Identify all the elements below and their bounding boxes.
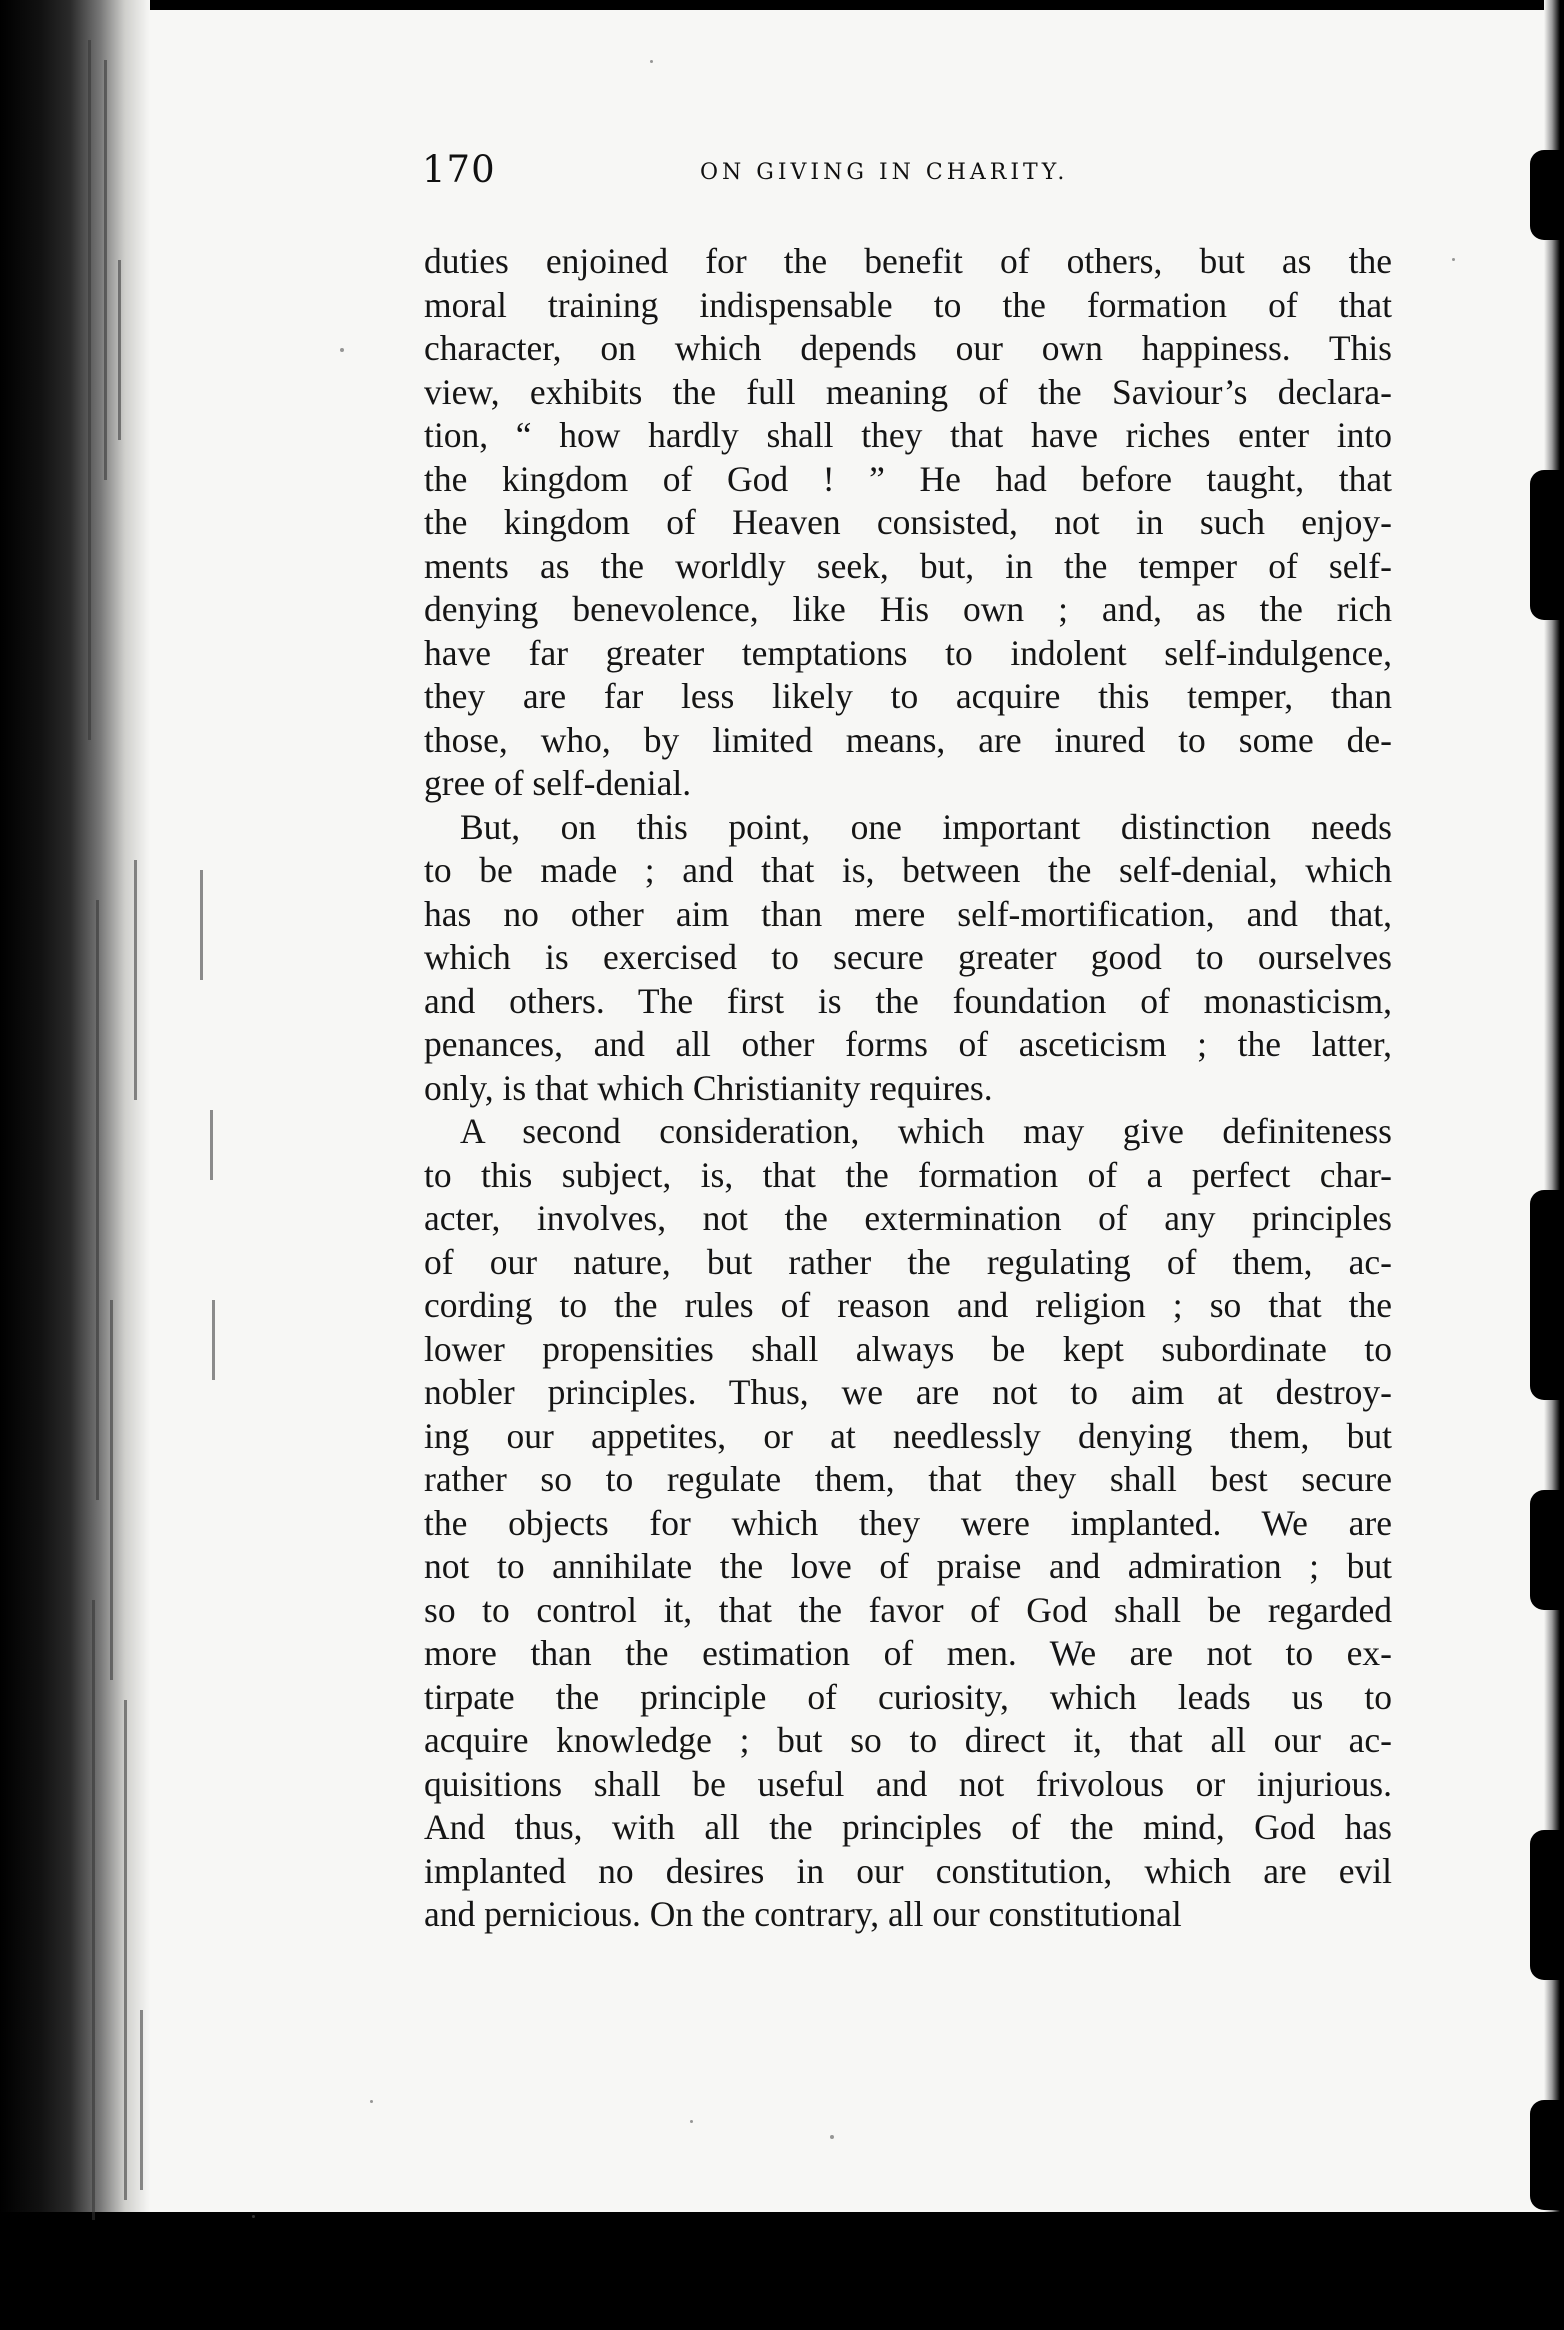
gutter-streak [134, 860, 137, 1100]
text-line: so to control it, that the favor of God shall be regarded [424, 1589, 1392, 1630]
text-line: denying benevolence, like His own ; and, as the rich [424, 589, 1392, 629]
gutter-streak [210, 1110, 213, 1180]
specks [650, 60, 653, 63]
text-line: has no other aim than mere self-mortification, and that, [424, 893, 1392, 934]
gutter-streak [110, 1300, 113, 1680]
text-line: they are far less likely to acquire this temper, than [424, 676, 1392, 716]
text-line: of our nature, but rather the regulating of them, ac- [424, 1241, 1392, 1282]
text-line: gree of self-denial. [424, 763, 692, 803]
specks [252, 2215, 255, 2218]
text-line: tirpate the principle of curiosity, which leads us to [424, 1676, 1392, 1717]
page-number: 170 [422, 148, 496, 191]
gutter-streak [200, 870, 203, 980]
text-line: ing our appetites, or at needlessly denying them, but [424, 1415, 1392, 1456]
text-line: the kingdom of God ! ” He had before taught, that [424, 458, 1392, 499]
text-line: only, is that which Christianity requires. [424, 1067, 993, 1108]
text-line: to this subject, is, that the formation of a perfect char- [424, 1154, 1392, 1195]
edge-blot [1530, 1490, 1564, 1610]
text-line: the kingdom of Heaven consisted, not in such enjoy- [424, 502, 1392, 542]
edge-blot [1530, 1190, 1564, 1400]
text-line: and pernicious. On the contrary, all our constitutional [424, 1894, 1182, 1934]
edge-blot [1530, 1830, 1564, 1980]
specks [340, 348, 344, 352]
text-line: have far greater temptations to indolent self-indulgence, [424, 632, 1392, 673]
specks [690, 2120, 693, 2123]
text-line: lower propensities shall always be kept subordinate to [424, 1328, 1392, 1369]
running-title: ON GIVING IN CHARITY. [700, 160, 1069, 185]
edge-blot [1530, 2100, 1564, 2210]
edge-blot [1530, 150, 1564, 240]
edge-blot [1530, 470, 1564, 620]
text-line: which is exercised to secure greater good to ourselves [424, 937, 1392, 977]
text-line: And thus, with all the principles of the mind, God has [424, 1807, 1392, 1847]
text-line: acter, involves, not the extermination of any principles [424, 1198, 1392, 1238]
text-line: implanted no desires in our constitution, which are evil [424, 1850, 1392, 1891]
gutter-streak [118, 260, 121, 440]
text-line: duties enjoined for the benefit of others, but as the [424, 241, 1392, 281]
gutter-streak [88, 40, 91, 740]
paragraph [424, 806, 1392, 1111]
text-line: moral training indispensable to the formation of that [424, 284, 1392, 325]
text-line: nobler principles. Thus, we are not to aim at destroy- [424, 1372, 1392, 1412]
right-page-edge [1544, 0, 1564, 2330]
text-line: character, on which depends our own happiness. This [424, 328, 1392, 368]
text-line: But, on this point, one important distinction needs [460, 806, 1392, 847]
gutter-streak [104, 60, 107, 480]
text-line: and others. The first is the foundation of monasticism, [424, 980, 1392, 1021]
text-line: view, exhibits the full meaning of the Saviour’s declara- [424, 371, 1392, 412]
body-text [424, 240, 1392, 1937]
text-line: cording to the rules of reason and religion ; so that the [424, 1285, 1392, 1325]
text-line: quisitions shall be useful and not frivolous or injurious. [424, 1763, 1392, 1804]
text-line: tion, “ how hardly shall they that have riches enter into [424, 415, 1392, 455]
paragraph [424, 1110, 1392, 1937]
specks [370, 2100, 373, 2103]
gutter-streak [212, 1300, 215, 1380]
text-line: more than the estimation of men. We are not to ex- [424, 1633, 1392, 1673]
specks [1452, 258, 1455, 261]
gutter-streak [92, 1600, 95, 2220]
specks [830, 2135, 834, 2139]
text-line: A second consideration, which may give definiteness [460, 1111, 1392, 1151]
text-line: penances, and all other forms of asceticism ; the latter, [424, 1024, 1392, 1064]
gutter-streak [96, 900, 99, 1500]
paragraph [424, 240, 1392, 806]
text-line: rather so to regulate them, that they shall best secure [424, 1459, 1392, 1499]
text-line: not to annihilate the love of praise and admiration ; but [424, 1546, 1392, 1586]
running-head [422, 148, 1422, 198]
gutter-streak [124, 1700, 127, 2200]
bottom-scan-border [0, 2212, 1564, 2330]
text-line: acquire knowledge ; but so to direct it, that all our ac- [424, 1720, 1392, 1760]
text-line: those, who, by limited means, are inured to some de- [424, 719, 1392, 760]
text-line: to be made ; and that is, between the self-denial, which [424, 850, 1392, 890]
binding-gutter-shadow [0, 0, 150, 2330]
text-line: ments as the worldly seek, but, in the temper of self- [424, 545, 1392, 586]
text-line: the objects for which they were implanted. We are [424, 1502, 1392, 1543]
gutter-streak [140, 2010, 143, 2190]
